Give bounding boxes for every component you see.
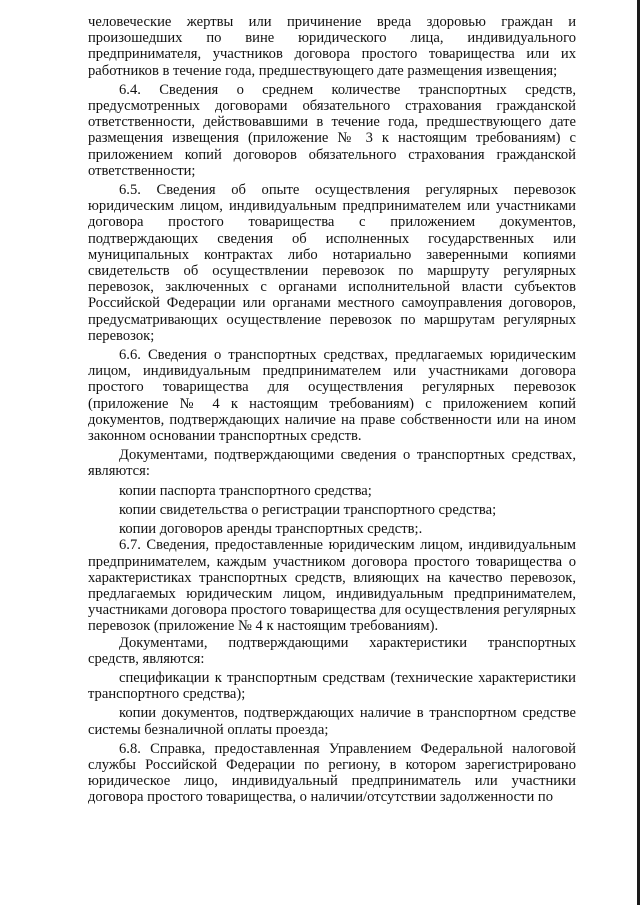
paragraph-6-6: 6.6. Сведения о транспортных средствах, предлагаемых юридическим лицом, индивидуальным предпринимателем или участниками договора простого товарищества для осуществления регулярных перевозок (приложение № 4 к настоящим требованиям) с приложением копий документов, подтверждающих наличие на праве собственности или на ином законном основании транспортных средств. (88, 347, 576, 445)
paragraph-6-8: 6.8. Справка, предоставленная Управлением Федеральной налоговой службы Российской Федерации по региону, в котором зарегистрировано юридическое лицо, индивидуальный предприниматель или участники договора простого товарищества, о наличии/отсутствии задолженности по (88, 740, 576, 806)
list-item-lease: копии договоров аренды транспортных средств;. (119, 521, 423, 538)
list-item-registration: копии свидетельства о регистрации транспортного средства; (119, 501, 497, 518)
paragraph-continuation: человеческие жертвы или причинение вреда здоровью граждан и произошедших по вине юридического лица, индивидуального предпринимателя, участников договора простого товарищества или их работников в течение года, предшествующего дате размещения извещения; (88, 14, 576, 79)
paragraph-documents-vehicles: Документами, подтверждающими сведения о транспортных средствах, являются: (88, 447, 576, 480)
paragraph-6-7: 6.7. Сведения, предоставленные юридическим лицом, индивидуальным предпринимателем, каждым участником договора простого товарищества о характеристиках транспортных средств, влияющих на качество перевозок, предлагаемых юридическим лицом, индивидуальным предпринимателем, участниками договора простого товарищества для осуществления регулярных перевозок (приложение № 4 к настоящим требованиям). (88, 537, 576, 635)
paragraph-6-5: 6.5. Сведения об опыте осуществления регулярных перевозок юридическим лицом, индивидуальным предпринимателем или участниками договора простого товарищества с приложением документов, подтверждающих сведения об исполненных государственных или муниципальных контрактах либо нотариально заверенными копиями свидетельств об осуществлении перевозок по маршруту регулярных перевозок, заключенных с органами исполнительной власти субъектов Российской Федерации или органами местного самоуправления договоров, предусматривающих осуществление перевозок по маршрутам регулярных перевозок; (88, 182, 576, 344)
paragraph-documents-characteristics: Документами, подтверждающими характеристики транспортных средств, являются: (88, 634, 576, 667)
paragraph-6-4: 6.4. Сведения о среднем количестве транспортных средств, предусмотренных договорами обязательного страхования гражданской ответственности, действовавшими в течение года, предшествующего дате размещения извещения (приложение № 3 к настоящим требованиям) с приложением копий договоров обязательного страхования гражданской ответственности; (88, 81, 576, 179)
list-item-cashless-payment: копии документов, подтверждающих наличие в транспортном средстве системы безналичной оплаты проезда; (88, 705, 576, 738)
list-item-specifications: спецификации к транспортным средствам (технические характеристики транспортного средства); (88, 669, 576, 703)
document-body (88, 14, 576, 806)
list-item-passport: копии паспорта транспортного средства; (119, 482, 372, 499)
